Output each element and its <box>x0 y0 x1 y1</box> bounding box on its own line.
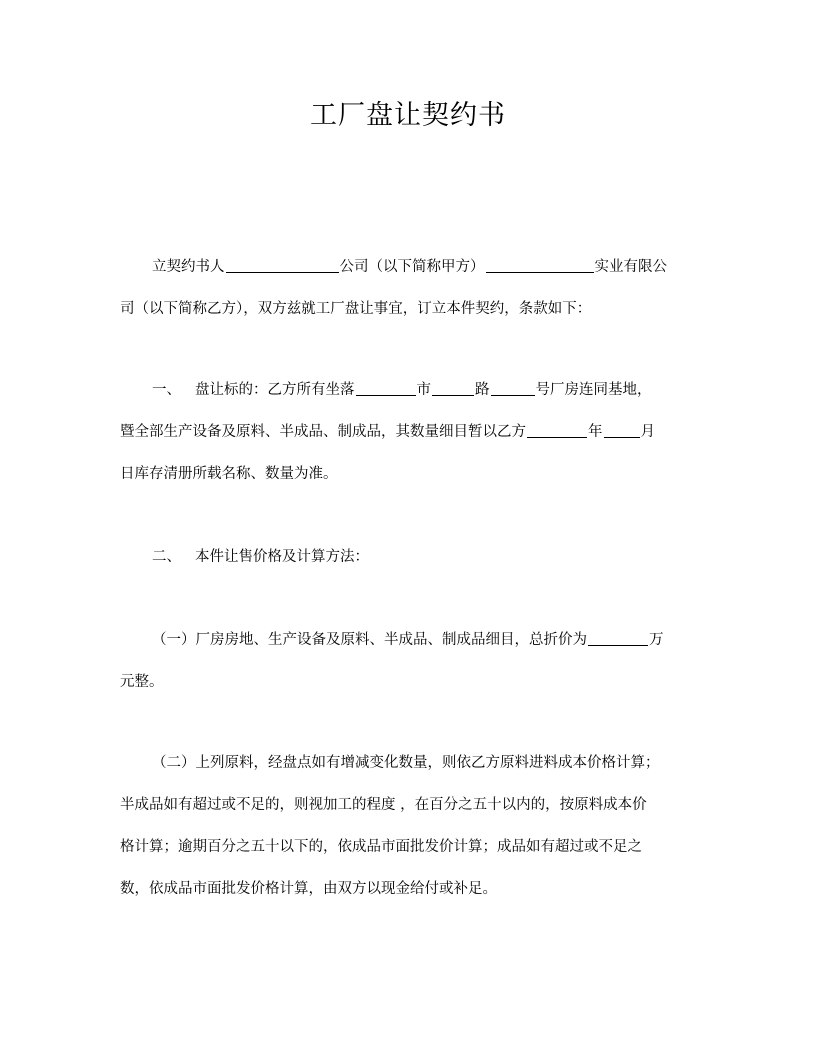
blank-city <box>356 379 416 396</box>
item-1 <box>120 619 698 703</box>
blank-road <box>432 379 474 396</box>
item-2-line-3: 格计算；逾期百分之五十以下的，依成品市面批发价计算；成品如有超过或不足之 <box>120 839 642 855</box>
intro-line-1 <box>120 246 698 288</box>
clause-1-line-2 <box>120 411 698 453</box>
clause-1-text-4: 号厂房连同基地， <box>535 382 652 398</box>
item-2-line-1 <box>120 742 698 784</box>
intro-paragraph <box>120 246 698 330</box>
item-2 <box>120 742 698 910</box>
item-1-number: （一） <box>152 632 196 648</box>
item-2-number: （二） <box>152 755 196 771</box>
item-2-line-4: 数，依成品市面批发价格计算，由双方以现金给付或补足。 <box>120 881 497 897</box>
clause-1-text-1: 盘让标的：乙方所有坐落 <box>195 382 355 398</box>
clause-1-text-6: 年 <box>588 424 603 440</box>
clause-2-text-1: 本件让售价格及计算方法： <box>195 549 369 565</box>
item-2-line-2: 半成品如有超过或不足的，则视加工的程度 ，在百分之五十以内的，按原料成本价 <box>120 797 647 813</box>
item-1-text-1: 厂房房地、生产设备及原料、半成品、制成品细目，总折价为 <box>195 632 587 648</box>
clause-1 <box>120 369 698 495</box>
item-2-text-1: 上列原料，经盘点如有增减变化数量，则依乙方原料进料成本价格计算； <box>195 755 660 771</box>
clause-1-line-3: 日库存清册所载名称、数量为准。 <box>120 466 338 482</box>
clause-2-line-1 <box>120 536 698 578</box>
clause-1-number: 一、 <box>152 382 181 398</box>
intro-line-2: 司（以下简称乙方），双方兹就工厂盘让事宜，订立本件契约，条款如下： <box>120 301 592 317</box>
clause-2-number: 二、 <box>152 549 181 565</box>
item-1-text-2: 万 <box>649 632 664 648</box>
clause-2 <box>120 536 698 578</box>
blank-month <box>604 421 640 438</box>
blank-total-price <box>588 629 648 646</box>
item-1-line-2: 元整。 <box>120 674 164 690</box>
clause-1-text-3: 路 <box>475 382 490 398</box>
item-1-line-1 <box>120 619 698 661</box>
clause-1-text-2: 市 <box>416 382 431 398</box>
blank-number <box>491 379 535 396</box>
intro-text-3: 实业有限公 <box>594 259 667 275</box>
blank-year <box>527 421 587 438</box>
blank-party-a <box>226 256 339 273</box>
clause-1-text-5: 暨全部生产设备及原料、半成品、制成品，其数量细目暂以乙方 <box>120 424 526 440</box>
document-title: 工厂盘让契约书 <box>310 100 506 131</box>
blank-party-b <box>486 256 594 273</box>
clause-1-text-7: 月 <box>640 424 655 440</box>
intro-text-1: 立契约书人 <box>152 259 225 275</box>
clause-1-line-1 <box>120 369 698 411</box>
intro-text-2: 公司（以下简称甲方） <box>339 259 485 275</box>
